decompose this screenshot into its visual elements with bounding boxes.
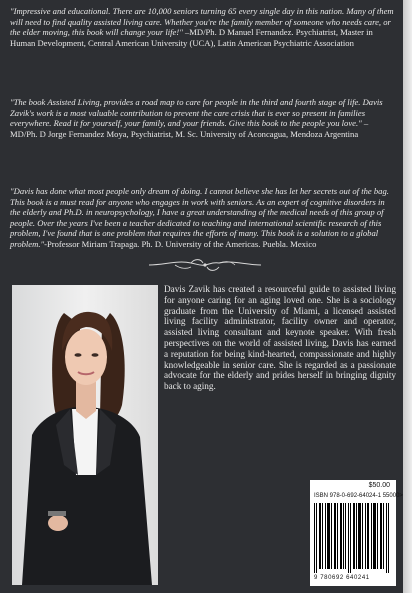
price-label: $50.00 bbox=[368, 482, 390, 489]
book-edge bbox=[403, 0, 412, 593]
review-quote-3 bbox=[10, 186, 395, 250]
isbn-label: ISBN 978-0-692-64024-1 bbox=[314, 493, 382, 499]
review-quote-2 bbox=[10, 97, 395, 139]
isbn-row bbox=[314, 493, 403, 499]
ornament-divider bbox=[145, 257, 265, 273]
price-addon-code: 55000> bbox=[382, 493, 403, 499]
barcode-box bbox=[310, 480, 403, 586]
author-photo bbox=[12, 285, 158, 585]
author-bio: Davis Zavik has created a resourceful guide to assisted living for anyone caring for an aging loved one. She is a sociology graduate from the University of Miami, a licensed assisted living facility administrator, facility owner and operator, assisted living consultant and keynote speaker. With fresh perspectives on the world of assisted living, Davis has earned a reputation for being kind-hearted, compassionate and highly knowledgeable in senior care. She is regarded as a passionate advocate for the elderly and prides herself in bringing dignity back to aging. bbox=[164, 284, 396, 392]
quote-attribution: –MD/Ph. D Jorge Fernandez Moya, Psychiatrist, M. Sc. University of Aconcagua, Mendoza Argentina bbox=[10, 118, 369, 139]
barcode-bars bbox=[314, 503, 392, 573]
quote-text: "Davis has done what most people only dream of doing. I cannot believe she has let her secrets out of the bag. This book is a must read for anyone who engages in work with seniors. As an expert of cognitive disorders in the elderly and Ph.D. in neuropsychology, I have a great understanding of the medical needs of this group of people. Over the years I've been a teacher dedicated to teaching and international scientific research of this problem, I've found that is one problem that requires the efforts of many. This book is a solution to a global problem." bbox=[10, 186, 389, 249]
quote-attribution: -Professor Miriam Trapaga. Ph. D. University of the Americas. Puebla. Mexico bbox=[44, 238, 317, 249]
quote-text: "Impressive and educational. There are 10,000 seniors turning 65 every single day in this nation. Many of them will need to find quality assisted living care. Whether you're the family member of someone who needs care, or the elder moving, this book will change your life!" bbox=[10, 6, 394, 38]
review-quote-1 bbox=[10, 6, 395, 48]
quote-attribution: –MD/Ph. D Manuel Fernandez. Psychiatrist, Master in Human Development, Central American University (UCA), Latin American Psychiatric Association bbox=[10, 27, 373, 48]
quote-text: "The book Assisted Living, provides a road map to care for people in the third and fourth stage of life. Davis Zavik's work is a most valuable contribution to prevent the care crisis that is ever so present in families everywhere. Read it for yourself, your family, and your friends. Give this book to the people you love." bbox=[10, 97, 383, 129]
barcode-digits: 9 780692 640241 bbox=[314, 575, 370, 581]
